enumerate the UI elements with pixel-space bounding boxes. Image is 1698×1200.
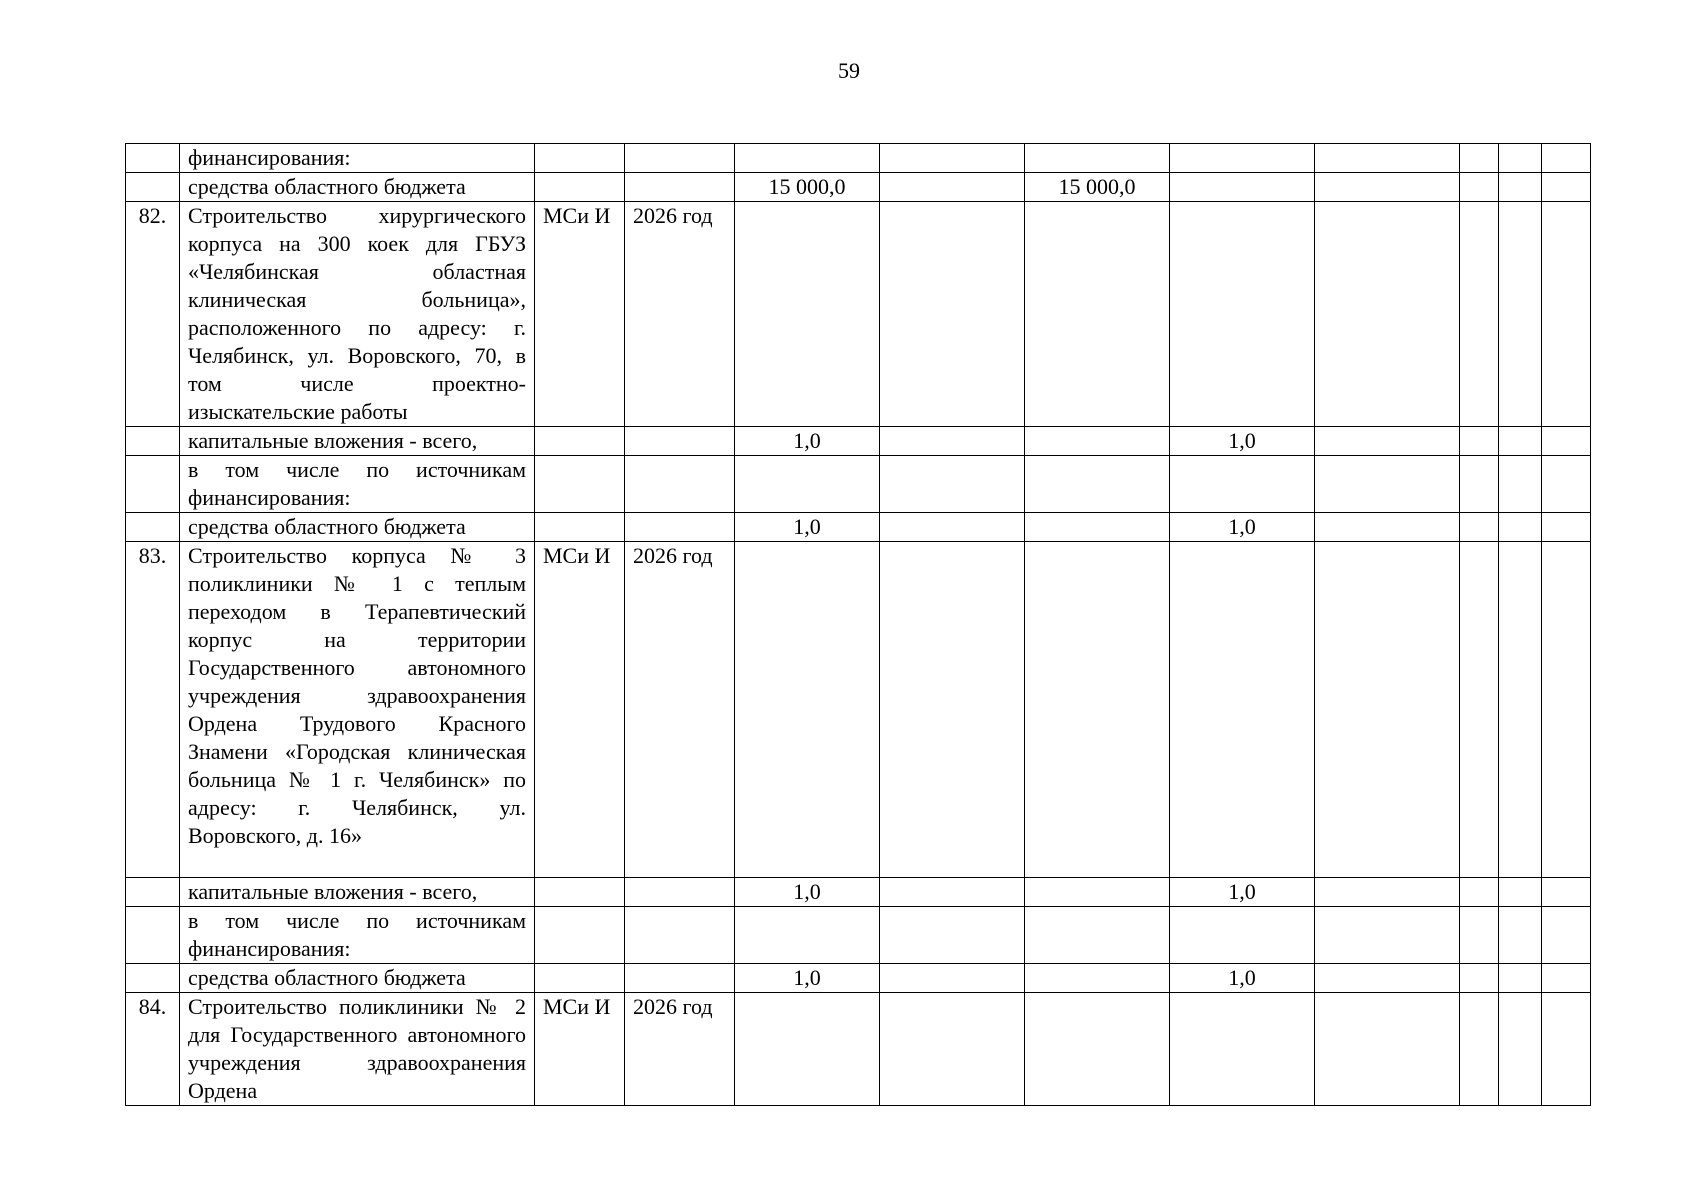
empty-cell bbox=[1499, 993, 1542, 1106]
total-value-cell bbox=[735, 202, 880, 427]
item-name: в том числе по источникам финансирования: bbox=[180, 456, 535, 513]
executor-cell bbox=[535, 907, 625, 964]
value-cell-5 bbox=[1315, 456, 1460, 513]
empty-cell bbox=[1542, 427, 1591, 456]
executor-cell bbox=[535, 513, 625, 542]
empty-cell bbox=[1542, 202, 1591, 427]
empty-cell bbox=[1460, 542, 1499, 878]
total-value-cell bbox=[735, 907, 880, 964]
row-number bbox=[126, 878, 180, 907]
year-cell bbox=[625, 427, 735, 456]
value-cell-4: 1,0 bbox=[1170, 878, 1315, 907]
year-cell bbox=[625, 964, 735, 993]
year-cell bbox=[625, 173, 735, 202]
item-name: Строительство хирургического корпуса на 300 коек для ГБУЗ «Челябинская областная клиническая больница», расположенного по адресу: г. Челябинск, ул. Воровского, 70, в том числе проектно-изыскательские работы bbox=[180, 202, 535, 427]
value-cell-2 bbox=[880, 513, 1025, 542]
empty-cell bbox=[1460, 144, 1499, 173]
item-name: капитальные вложения - всего, bbox=[180, 427, 535, 456]
total-value-cell bbox=[735, 144, 880, 173]
executor-cell bbox=[535, 144, 625, 173]
executor-cell: МСи И bbox=[535, 993, 625, 1106]
empty-cell bbox=[1460, 173, 1499, 202]
value-cell-2 bbox=[880, 964, 1025, 993]
page-number: 59 bbox=[838, 58, 860, 83]
empty-cell bbox=[1499, 427, 1542, 456]
value-cell-3 bbox=[1025, 964, 1170, 993]
empty-cell bbox=[1499, 513, 1542, 542]
value-cell-3 bbox=[1025, 993, 1170, 1106]
table-row bbox=[126, 907, 1591, 964]
value-cell-4 bbox=[1170, 907, 1315, 964]
year-cell bbox=[625, 456, 735, 513]
total-value-cell bbox=[735, 993, 880, 1106]
row-number bbox=[126, 907, 180, 964]
value-cell-2 bbox=[880, 878, 1025, 907]
value-cell-4 bbox=[1170, 542, 1315, 878]
empty-cell bbox=[1499, 964, 1542, 993]
empty-cell bbox=[1499, 878, 1542, 907]
value-cell-5 bbox=[1315, 173, 1460, 202]
row-number bbox=[126, 456, 180, 513]
empty-cell bbox=[1460, 456, 1499, 513]
year-cell: 2026 год bbox=[625, 542, 735, 878]
table-row bbox=[126, 144, 1591, 173]
row-number bbox=[126, 173, 180, 202]
total-value-cell: 1,0 bbox=[735, 964, 880, 993]
value-cell-5 bbox=[1315, 964, 1460, 993]
value-cell-3 bbox=[1025, 907, 1170, 964]
row-number bbox=[126, 513, 180, 542]
item-name: Строительство поликлиники № 2 для Государственного автономного учреждения здравоохранения Ордена bbox=[180, 993, 535, 1106]
value-cell-4 bbox=[1170, 173, 1315, 202]
executor-cell: МСи И bbox=[535, 202, 625, 427]
executor-cell bbox=[535, 456, 625, 513]
value-cell-4 bbox=[1170, 456, 1315, 513]
value-cell-4: 1,0 bbox=[1170, 964, 1315, 993]
year-cell: 2026 год bbox=[625, 202, 735, 427]
empty-cell bbox=[1499, 144, 1542, 173]
value-cell-3 bbox=[1025, 542, 1170, 878]
executor-cell: МСи И bbox=[535, 542, 625, 878]
year-cell bbox=[625, 144, 735, 173]
item-name: средства областного бюджета bbox=[180, 964, 535, 993]
row-number bbox=[126, 144, 180, 173]
value-cell-3 bbox=[1025, 427, 1170, 456]
value-cell-2 bbox=[880, 173, 1025, 202]
year-cell bbox=[625, 513, 735, 542]
table-row bbox=[126, 173, 1591, 202]
empty-cell bbox=[1460, 993, 1499, 1106]
table-row bbox=[126, 878, 1591, 907]
empty-cell bbox=[1542, 964, 1591, 993]
value-cell-3 bbox=[1025, 144, 1170, 173]
empty-cell bbox=[1542, 513, 1591, 542]
empty-cell bbox=[1460, 878, 1499, 907]
item-name: Строительство корпуса № 3 поликлиники № 1 с теплым переходом в Терапевтический корпус на территории Государственного автономного учреждения здравоохранения Ордена Трудового Красного Знамени «Городская клиническая больница № 1 г. Челябинск» по адресу: г. Челябинск, ул. Воровского, д. 16» bbox=[180, 542, 535, 878]
value-cell-2 bbox=[880, 456, 1025, 513]
table-row bbox=[126, 993, 1591, 1106]
value-cell-2 bbox=[880, 993, 1025, 1106]
item-name: средства областного бюджета bbox=[180, 513, 535, 542]
empty-cell bbox=[1542, 542, 1591, 878]
empty-cell bbox=[1542, 878, 1591, 907]
value-cell-4: 1,0 bbox=[1170, 427, 1315, 456]
total-value-cell bbox=[735, 456, 880, 513]
value-cell-2 bbox=[880, 542, 1025, 878]
year-cell bbox=[625, 878, 735, 907]
table-row bbox=[126, 427, 1591, 456]
empty-cell bbox=[1460, 964, 1499, 993]
row-number: 84. bbox=[126, 993, 180, 1106]
table-row bbox=[126, 542, 1591, 878]
empty-cell bbox=[1499, 542, 1542, 878]
empty-cell bbox=[1499, 173, 1542, 202]
item-name: в том числе по источникам финансирования: bbox=[180, 907, 535, 964]
value-cell-2 bbox=[880, 144, 1025, 173]
value-cell-5 bbox=[1315, 542, 1460, 878]
value-cell-3 bbox=[1025, 513, 1170, 542]
value-cell-3 bbox=[1025, 202, 1170, 427]
total-value-cell: 15 000,0 bbox=[735, 173, 880, 202]
value-cell-5 bbox=[1315, 993, 1460, 1106]
empty-cell bbox=[1460, 907, 1499, 964]
value-cell-4 bbox=[1170, 144, 1315, 173]
year-cell: 2026 год bbox=[625, 993, 735, 1106]
value-cell-2 bbox=[880, 202, 1025, 427]
empty-cell bbox=[1542, 144, 1591, 173]
executor-cell bbox=[535, 173, 625, 202]
item-name: капитальные вложения - всего, bbox=[180, 878, 535, 907]
value-cell-3 bbox=[1025, 456, 1170, 513]
value-cell-5 bbox=[1315, 202, 1460, 427]
value-cell-3 bbox=[1025, 878, 1170, 907]
empty-cell bbox=[1499, 456, 1542, 513]
total-value-cell: 1,0 bbox=[735, 878, 880, 907]
year-cell bbox=[625, 907, 735, 964]
empty-cell bbox=[1499, 202, 1542, 427]
budget-table bbox=[125, 143, 1591, 1106]
value-cell-2 bbox=[880, 907, 1025, 964]
value-cell-2 bbox=[880, 427, 1025, 456]
total-value-cell bbox=[735, 542, 880, 878]
total-value-cell: 1,0 bbox=[735, 513, 880, 542]
empty-cell bbox=[1460, 513, 1499, 542]
executor-cell bbox=[535, 427, 625, 456]
empty-cell bbox=[1542, 993, 1591, 1106]
value-cell-5 bbox=[1315, 907, 1460, 964]
table-row bbox=[126, 513, 1591, 542]
executor-cell bbox=[535, 964, 625, 993]
empty-cell bbox=[1460, 427, 1499, 456]
row-number: 83. bbox=[126, 542, 180, 878]
empty-cell bbox=[1499, 907, 1542, 964]
value-cell-5 bbox=[1315, 144, 1460, 173]
table-row bbox=[126, 202, 1591, 427]
row-number: 82. bbox=[126, 202, 180, 427]
empty-cell bbox=[1460, 202, 1499, 427]
table-row bbox=[126, 456, 1591, 513]
value-cell-3: 15 000,0 bbox=[1025, 173, 1170, 202]
item-name: финансирования: bbox=[180, 144, 535, 173]
executor-cell bbox=[535, 878, 625, 907]
row-number bbox=[126, 427, 180, 456]
item-name: средства областного бюджета bbox=[180, 173, 535, 202]
empty-cell bbox=[1542, 907, 1591, 964]
value-cell-5 bbox=[1315, 878, 1460, 907]
table-body bbox=[126, 144, 1591, 1106]
empty-cell bbox=[1542, 456, 1591, 513]
total-value-cell: 1,0 bbox=[735, 427, 880, 456]
row-number bbox=[126, 964, 180, 993]
value-cell-5 bbox=[1315, 427, 1460, 456]
empty-cell bbox=[1542, 173, 1591, 202]
value-cell-5 bbox=[1315, 513, 1460, 542]
value-cell-4 bbox=[1170, 202, 1315, 427]
value-cell-4: 1,0 bbox=[1170, 513, 1315, 542]
table-row bbox=[126, 964, 1591, 993]
value-cell-4 bbox=[1170, 993, 1315, 1106]
